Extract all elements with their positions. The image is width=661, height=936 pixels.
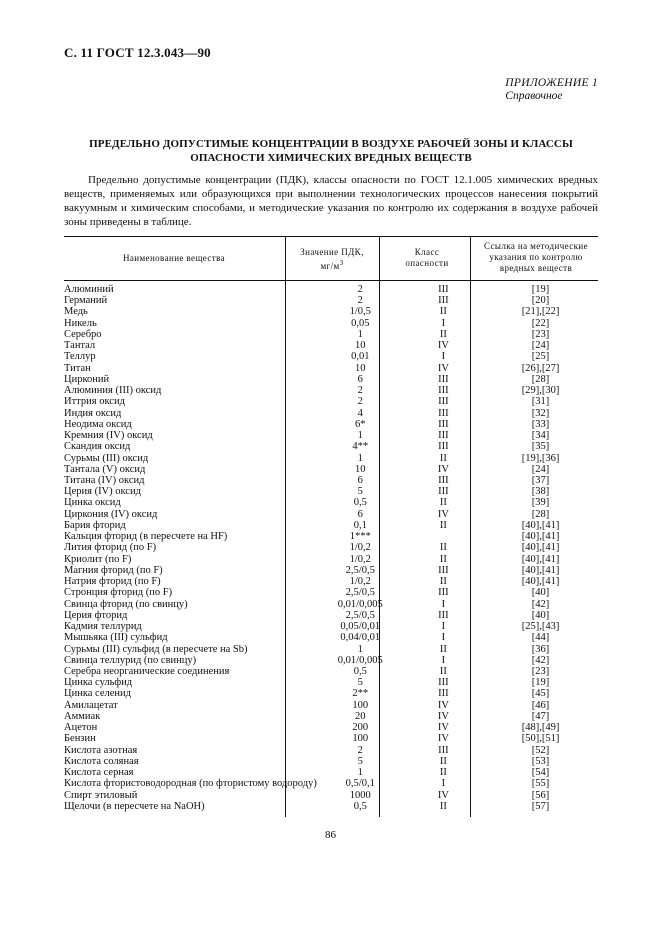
substance-name: Медь	[64, 306, 88, 318]
hazard-class: III	[438, 295, 449, 307]
table-row	[64, 644, 598, 655]
table-row	[64, 565, 598, 576]
table-row	[64, 430, 598, 441]
pdk-value: 2	[357, 385, 363, 397]
ref-header-line-3: вредных веществ	[499, 263, 573, 273]
hazard-class: I	[441, 654, 446, 666]
pdk-value: 2,5/0,5	[345, 564, 375, 576]
substance-name: Кислота азотная	[64, 744, 138, 756]
substance-name: Спирт этиловый	[64, 789, 138, 801]
pdk-value: 1	[357, 452, 363, 464]
substance-name: Сурьмы (III) оксид	[64, 452, 149, 464]
method-reference: [53]	[531, 755, 550, 767]
method-reference: [19]	[531, 284, 550, 295]
method-reference: [20]	[531, 295, 550, 307]
substance-name: Церия (IV) оксид	[64, 486, 141, 498]
method-reference: [25]	[531, 351, 550, 363]
hazard-class: II	[439, 767, 447, 779]
table-row	[64, 363, 598, 374]
substance-name: Свинца фторид (по свинцу)	[64, 598, 188, 610]
method-reference: [28]	[531, 373, 550, 385]
hazard-class: II	[439, 800, 447, 812]
table-row	[64, 542, 598, 553]
method-reference: [55]	[531, 778, 550, 790]
table-row	[64, 621, 598, 632]
table-row	[64, 722, 598, 733]
column-header-name: Наименование вещества	[122, 253, 226, 263]
method-reference: [25],[43]	[521, 621, 560, 633]
method-reference: [40]	[531, 609, 550, 621]
hazard-class: IV	[437, 508, 449, 520]
pdk-value: 0,5/0,1	[345, 778, 375, 790]
table-row	[64, 632, 598, 643]
hazard-class: II	[439, 497, 447, 509]
substance-name: Свинца теллурид (по свинцу)	[64, 654, 197, 666]
table-header-rule	[64, 280, 598, 281]
table-row	[64, 284, 598, 295]
method-reference: [23]	[531, 328, 550, 340]
pdk-value: 0,5	[353, 665, 367, 677]
method-reference: [52]	[531, 744, 550, 756]
substance-name: Кислота фтористоводородная (по фтористому водороду)	[64, 778, 317, 790]
pdk-value: 1	[357, 430, 363, 442]
substance-name: Бария фторид	[64, 519, 126, 531]
substance-name: Ацетон	[64, 722, 98, 734]
table-row	[64, 374, 598, 385]
table-row	[64, 587, 598, 598]
substance-name: Кальция фторид (в пересчете на HF)	[64, 531, 228, 543]
hazard-class: III	[438, 396, 449, 408]
substance-name: Мышьяка (III) сульфид	[64, 632, 168, 644]
pdk-unit: мг/м	[320, 261, 340, 271]
hazard-class: III	[438, 418, 449, 430]
method-reference: [42]	[531, 654, 550, 666]
pdk-value: 5	[357, 486, 363, 498]
substance-name: Натрия фторид (по F)	[64, 576, 161, 588]
pdk-value: 1000	[349, 789, 371, 801]
method-reference: [40],[41]	[521, 531, 560, 543]
hazard-class: III	[438, 486, 449, 498]
pdk-value: 2,5/0,5	[345, 609, 375, 621]
table-row	[64, 677, 598, 688]
substance-name: Кислота соляная	[64, 755, 139, 767]
method-reference: [40],[41]	[521, 564, 560, 576]
table-row	[64, 318, 598, 329]
table-row	[64, 610, 598, 621]
pdk-value: 1***	[349, 531, 371, 543]
intro-paragraph: Предельно допустимые концентрации (ПДК), классы опасности по ГОСТ 12.1.005 химических вредных веществ, применяемых или образующихся при выполнении технологических процессов нанесения покрытий вакуумным и химическим способами, и методические указания по контролю их содержания в воздухе рабочей зоны приведены в таблице.	[64, 174, 598, 228]
table-row	[64, 711, 598, 722]
hazard-class: II	[439, 553, 447, 565]
table-row	[64, 464, 598, 475]
pdk-value: 1/0,2	[349, 542, 371, 554]
table-row	[64, 441, 598, 452]
hazard-class: IV	[437, 722, 449, 734]
hazard-class: I	[441, 621, 446, 633]
pdk-value: 0,01/0,005	[337, 598, 383, 610]
substance-name: Циркония (IV) оксид	[64, 508, 158, 520]
pdk-value: 2**	[352, 688, 369, 700]
method-reference: [33]	[531, 418, 550, 430]
pdk-value: 0,01	[351, 351, 370, 363]
table-row	[64, 700, 598, 711]
hazard-class: III	[438, 744, 449, 756]
table-row	[64, 486, 598, 497]
method-reference: [45]	[531, 688, 550, 700]
ref-header-line-1: Ссылка на методические	[483, 241, 589, 251]
table-row	[64, 340, 598, 351]
hazard-class: III	[438, 407, 449, 419]
pdk-value: 10	[355, 362, 366, 374]
method-reference: [19]	[531, 677, 550, 689]
table-row	[64, 801, 598, 812]
hazard-class: III	[438, 564, 449, 576]
method-reference: [40],[41]	[521, 553, 560, 565]
table-row	[64, 790, 598, 801]
table-row	[64, 453, 598, 464]
page-header: С. 11 ГОСТ 12.3.043—90	[64, 45, 211, 60]
hazard-class: IV	[437, 710, 449, 722]
pdk-header-line-2	[288, 258, 376, 272]
substance-name: Магния фторид (по F)	[64, 564, 163, 576]
hazard-class: II	[439, 306, 447, 318]
pdk-value: 1	[357, 643, 363, 655]
method-reference: [39]	[531, 497, 550, 509]
substances-table	[64, 284, 598, 812]
method-reference: [57]	[531, 800, 550, 812]
pdk-value: 2	[357, 396, 363, 408]
pdk-value: 0,5	[353, 497, 367, 509]
table-row	[64, 306, 598, 317]
substance-name: Бензин	[64, 733, 96, 745]
pdk-value: 1	[357, 328, 363, 340]
pdk-value: 6	[357, 373, 363, 385]
pdk-value: 5	[357, 755, 363, 767]
substance-name: Германий	[64, 295, 108, 307]
method-reference: [40]	[531, 587, 550, 599]
table-row	[64, 576, 598, 587]
hazard-class: II	[439, 328, 447, 340]
pdk-value: 200	[352, 722, 369, 734]
pdk-value: 4**	[352, 441, 369, 453]
method-reference: [40],[41]	[521, 519, 560, 531]
method-reference: [38]	[531, 486, 550, 498]
substance-name: Тантала (V) оксид	[64, 463, 146, 475]
method-reference: [50],[51]	[521, 733, 560, 745]
method-reference: [47]	[531, 710, 550, 722]
method-reference: [56]	[531, 789, 550, 801]
table-row	[64, 655, 598, 666]
hazard-class: I	[441, 317, 446, 329]
substance-name: Цинка селенид	[64, 688, 131, 700]
substance-name: Алюминий	[64, 284, 114, 295]
document-title	[64, 137, 598, 165]
pdk-value: 2	[357, 284, 363, 295]
pdk-value: 1/0,5	[349, 306, 371, 318]
pdk-value: 6*	[355, 418, 366, 430]
substance-name: Церия фторид	[64, 609, 128, 621]
substance-name: Сурьмы (III) сульфид (в пересчете на Sb)	[64, 643, 248, 655]
appendix-title: ПРИЛОЖЕНИЕ 1	[505, 77, 598, 89]
substance-name: Лития фторид (по F)	[64, 542, 157, 554]
method-reference: [46]	[531, 699, 550, 711]
table-row	[64, 475, 598, 486]
method-reference: [23]	[531, 665, 550, 677]
hazard-class: IV	[437, 463, 449, 475]
pdk-value: 2,5/0,5	[345, 587, 375, 599]
pdk-value: 1	[357, 767, 363, 779]
hazard-class: IV	[437, 699, 449, 711]
method-reference: [40],[41]	[521, 576, 560, 588]
table-row	[64, 509, 598, 520]
pdk-value: 0,05/0,01	[340, 621, 381, 633]
hazard-class: III	[438, 474, 449, 486]
substance-name: Неодима оксид	[64, 418, 132, 430]
hazard-class: II	[439, 643, 447, 655]
hazard-class: II	[439, 576, 447, 588]
table-row	[64, 554, 598, 565]
substance-name: Скандия оксид	[64, 441, 131, 453]
hazard-class: IV	[437, 362, 449, 374]
substance-name: Тантал	[64, 340, 96, 352]
substance-name: Щелочи (в пересчете на NaOH)	[64, 800, 205, 812]
hazard-class: III	[438, 609, 449, 621]
table-row	[64, 733, 598, 744]
table-row	[64, 688, 598, 699]
method-reference: [28]	[531, 508, 550, 520]
column-header-class	[386, 247, 468, 269]
substance-name: Кислота серная	[64, 767, 134, 779]
pdk-value: 5	[357, 677, 363, 689]
hazard-class: I	[441, 351, 446, 363]
table-row	[64, 351, 598, 362]
substance-name: Криолит (по F)	[64, 553, 132, 565]
pdk-value: 10	[355, 340, 366, 352]
pdk-value: 0,04/0,01	[340, 632, 381, 644]
hazard-class: II	[439, 452, 447, 464]
pdk-value: 20	[355, 710, 366, 722]
method-reference: [35]	[531, 441, 550, 453]
hazard-class: I	[441, 778, 446, 790]
hazard-class: IV	[437, 340, 449, 352]
hazard-class	[404, 531, 483, 542]
substance-name: Цинка сульфид	[64, 677, 133, 689]
hazard-class: I	[441, 632, 446, 644]
substance-name: Теллур	[64, 351, 96, 363]
method-reference: [24]	[531, 463, 550, 475]
substance-name: Титана (IV) оксид	[64, 474, 145, 486]
method-reference: [24]	[531, 340, 550, 352]
substance-name: Цирконий	[64, 373, 110, 385]
appendix-subtitle: Справочное	[505, 90, 563, 102]
substance-name: Цинка оксид	[64, 497, 121, 509]
hazard-class: III	[438, 688, 449, 700]
method-reference: [37]	[531, 474, 550, 486]
pdk-value: 1/0,2	[349, 576, 371, 588]
substance-name: Амилацетат	[64, 699, 118, 711]
pdk-value: 100	[352, 699, 369, 711]
table-row	[64, 599, 598, 610]
table-row	[64, 520, 598, 531]
table-row	[64, 756, 598, 767]
method-reference: [29],[30]	[521, 385, 560, 397]
substance-name: Кремния (IV) оксид	[64, 430, 153, 442]
pdk-value: 0,01/0,005	[337, 654, 383, 666]
hazard-class: I	[441, 598, 446, 610]
method-reference: [31]	[531, 396, 550, 408]
table-row	[64, 408, 598, 419]
hazard-class: III	[438, 385, 449, 397]
hazard-class: II	[439, 755, 447, 767]
class-header-line-1: Класс	[414, 247, 440, 257]
page-number: 86	[325, 829, 336, 841]
hazard-class: III	[438, 441, 449, 453]
table-row	[64, 778, 598, 789]
table-row	[64, 745, 598, 756]
table-row	[64, 385, 598, 396]
hazard-class: III	[438, 677, 449, 689]
substance-name: Индия оксид	[64, 407, 122, 419]
hazard-class: III	[438, 373, 449, 385]
title-line-2: ОПАСНОСТИ ХИМИЧЕСКИХ ВРЕДНЫХ ВЕЩЕСТВ	[190, 152, 472, 164]
method-reference: [22]	[531, 317, 550, 329]
table-row	[64, 396, 598, 407]
method-reference: [44]	[531, 632, 550, 644]
substance-name: Алюминия (III) оксид	[64, 385, 162, 397]
class-header-line-2: опасности	[405, 258, 449, 268]
method-reference: [48],[49]	[521, 722, 560, 734]
table-row	[64, 329, 598, 340]
method-reference: [21],[22]	[521, 306, 560, 318]
method-reference: [19],[36]	[521, 452, 560, 464]
substance-name: Стронция фторид (по F)	[64, 587, 173, 599]
pdk-value: 1/0,2	[349, 553, 371, 565]
appendix-label	[505, 77, 598, 103]
substance-name: Титан	[64, 362, 91, 374]
column-header-reference	[474, 241, 598, 274]
hazard-class: II	[439, 542, 447, 554]
pdk-value: 6	[357, 474, 363, 486]
pdk-value: 0,5	[353, 800, 367, 812]
pdk-value: 10	[355, 463, 366, 475]
hazard-class: II	[439, 519, 447, 531]
method-reference: [34]	[531, 430, 550, 442]
hazard-class: II	[439, 665, 447, 677]
substance-name: Иттрия оксид	[64, 396, 125, 408]
table-top-rule	[64, 236, 598, 237]
pdk-value: 6	[357, 508, 363, 520]
method-reference: [26],[27]	[521, 362, 560, 374]
pdk-value: 2	[357, 744, 363, 756]
table-row	[64, 666, 598, 677]
hazard-class: III	[438, 430, 449, 442]
pdk-value: 0,05	[351, 317, 370, 329]
hazard-class: IV	[437, 789, 449, 801]
table-row	[64, 767, 598, 778]
substances-table-body	[64, 284, 598, 812]
method-reference: [36]	[531, 643, 550, 655]
substance-name: Никель	[64, 317, 97, 329]
pdk-value: 4	[357, 407, 363, 419]
hazard-class: III	[438, 284, 449, 295]
hazard-class: IV	[437, 733, 449, 745]
pdk-unit-exponent: 3	[339, 259, 344, 267]
substance-name: Аммиак	[64, 710, 101, 722]
substance-name: Кадмия теллурид	[64, 621, 142, 633]
ref-header-line-2: указания по контролю	[489, 252, 583, 262]
table-row	[64, 419, 598, 430]
method-reference: [32]	[531, 407, 550, 419]
table-row	[64, 295, 598, 306]
pdk-header-line-1: Значение ПДК,	[300, 247, 364, 257]
method-reference: [42]	[531, 598, 550, 610]
substance-name: Серебра неорганические соединения	[64, 665, 230, 677]
pdk-value: 100	[352, 733, 369, 745]
hazard-class: III	[438, 587, 449, 599]
method-reference: [40],[41]	[521, 542, 560, 554]
substance-name: Серебро	[64, 328, 102, 340]
column-header-pdk	[288, 247, 376, 272]
table-row	[64, 497, 598, 508]
pdk-value: 2	[357, 295, 363, 307]
pdk-value: 0,1	[353, 519, 367, 531]
table-row	[64, 531, 598, 542]
method-reference: [54]	[531, 767, 550, 779]
title-line-1: ПРЕДЕЛЬНО ДОПУСТИМЫЕ КОНЦЕНТРАЦИИ В ВОЗДУХЕ РАБОЧЕЙ ЗОНЫ И КЛАССЫ	[89, 138, 573, 150]
